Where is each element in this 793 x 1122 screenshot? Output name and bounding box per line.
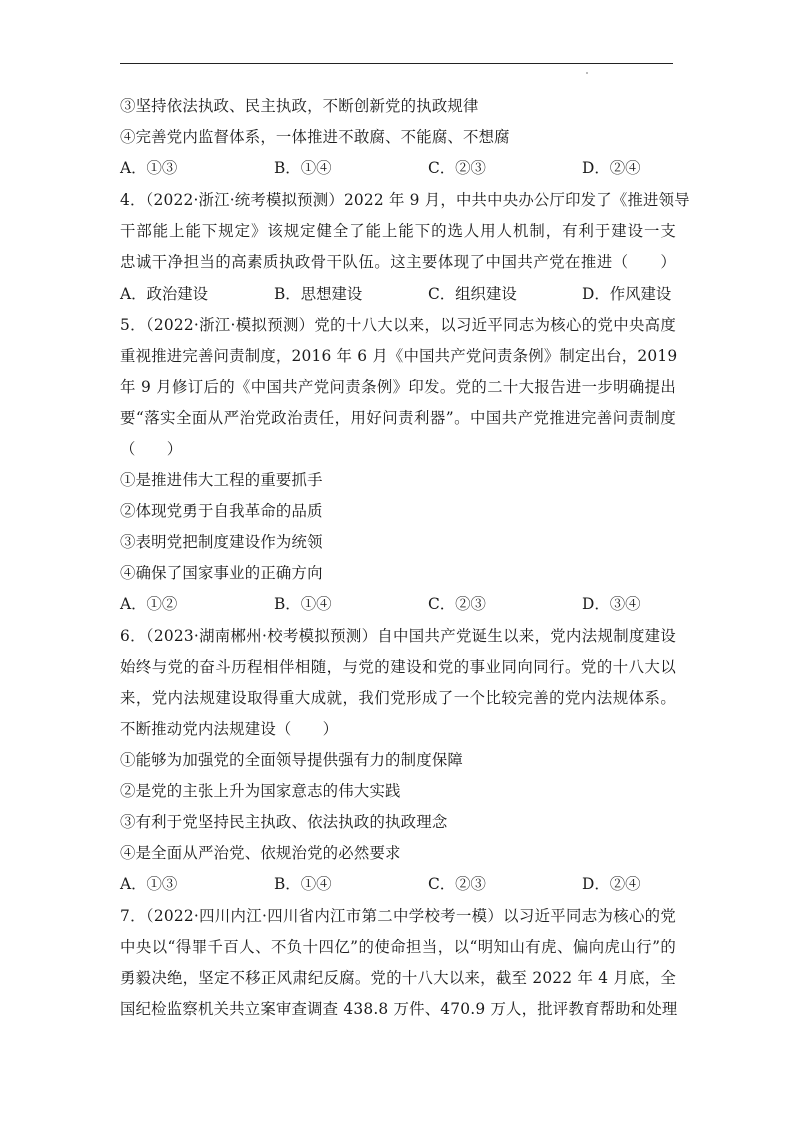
q7-stem-line: 国纪检监察机关共立案审查调查 438.8 万件、470.9 万人，批评教育帮助和处理: [120, 1000, 678, 1018]
option-c: C．②③: [428, 875, 486, 893]
q5-item-4: ④确保了国家事业的正确方向: [120, 564, 323, 582]
q6-item-1: ①能够为加强党的全面领导提供强有力的制度保障: [120, 751, 463, 769]
q6-item-4: ④是全面从严治党、依规治党的必然要求: [120, 844, 401, 862]
option-b: B．①④: [274, 159, 332, 177]
option-a: A．①③: [120, 875, 178, 893]
q7-stem-line: 勇毅决绝，坚定不移正风肃纪反腐。党的十八大以来，截至 2022 年 4 月底，全: [120, 969, 676, 987]
q5-item-1: ①是推进伟大工程的重要抓手: [120, 471, 323, 489]
q4-answer-options: [120, 284, 680, 304]
option-c: C．②③: [428, 595, 486, 613]
q4-stem-line: 忠诚干净担当的高素质执政骨干队伍。这主要体现了中国共产党在推进（ ）: [120, 253, 676, 271]
q7-stem-line: 中央以“得罪千百人、不负十四亿”的使命担当，以“明知山有虎、偏向虎山行”的: [120, 938, 676, 956]
option-item-4: ④完善党内监督体系，一体推进不敢腐、不能腐、不想腐: [120, 128, 510, 146]
option-a: A．①③: [120, 159, 178, 177]
option-item-3: ③坚持依法执政、民主执政，不断创新党的执政规律: [120, 97, 479, 115]
option-b: B．①④: [274, 875, 332, 893]
option-c: C．②③: [428, 159, 486, 177]
option-c: C．组织建设: [428, 285, 517, 303]
option-b: B．①④: [274, 595, 332, 613]
option-d: D．②④: [582, 875, 641, 893]
option-a: A．政治建设: [120, 285, 209, 303]
q6-stem-line: 不断推动党内法规建设（ ）: [120, 720, 339, 738]
q4-stem-line: 4．（2022·浙江·统考模拟预测）2022 年 9 月，中共中央办公厅印发了《推进领导: [120, 191, 690, 209]
q5-stem-line: 重视推进完善问责制度，2016 年 6 月《中国共产党问责条例》制定出台，2019: [120, 347, 678, 365]
q6-item-3: ③有利于党坚持民主执政、依法执政的执政理念: [120, 813, 448, 831]
option-d: D．作风建设: [582, 285, 672, 303]
q5-stem-line: 年 9 月修订后的《中国共产党问责条例》印发。党的二十大报告进一步明确提出: [120, 378, 676, 396]
option-b: B．思想建设: [274, 285, 363, 303]
q5-stem-line: 5．（2022·浙江·模拟预测）党的十八大以来，以习近平同志为核心的党中央高度: [120, 316, 676, 334]
q5-item-2: ②体现党勇于自我革命的品质: [120, 502, 323, 520]
q7-stem-line: 7．（2022·四川内江·四川省内江市第二中学校考一模）以习近平同志为核心的党: [120, 907, 676, 925]
option-a: A．①②: [120, 595, 178, 613]
q4-stem-line: 干部能上能下规定》该规定健全了能上能下的选人用人机制，有利于建设一支: [120, 222, 676, 240]
q6-stem-line: 6．（2023·湖南郴州·校考模拟预测）自中国共产党诞生以来，党内法规制度建设: [120, 627, 676, 645]
q6-item-2: ②是党的主张上升为国家意志的伟大实践: [120, 782, 401, 800]
answer-options: [120, 158, 680, 178]
q5-answer-blank: （ ）: [120, 440, 183, 458]
q5-answer-options: [120, 594, 680, 614]
option-d: D．③④: [582, 595, 641, 613]
q6-stem-line: 始终与党的奋斗历程相伴相随，与党的建设和党的事业同向同行。党的十八大以: [120, 658, 676, 676]
header-rule: [120, 63, 673, 64]
header-mark: [586, 72, 588, 74]
q5-item-3: ③表明党把制度建设作为统领: [120, 533, 323, 551]
q6-answer-options: [120, 874, 680, 894]
q6-stem-line: 来，党内法规建设取得重大成就，我们党形成了一个比较完善的党内法规体系。: [120, 689, 676, 707]
option-d: D．②④: [582, 159, 641, 177]
q5-stem-line: 要“落实全面从严治党政治责任，用好问责利器”。中国共产党推进完善问责制度: [120, 409, 676, 427]
